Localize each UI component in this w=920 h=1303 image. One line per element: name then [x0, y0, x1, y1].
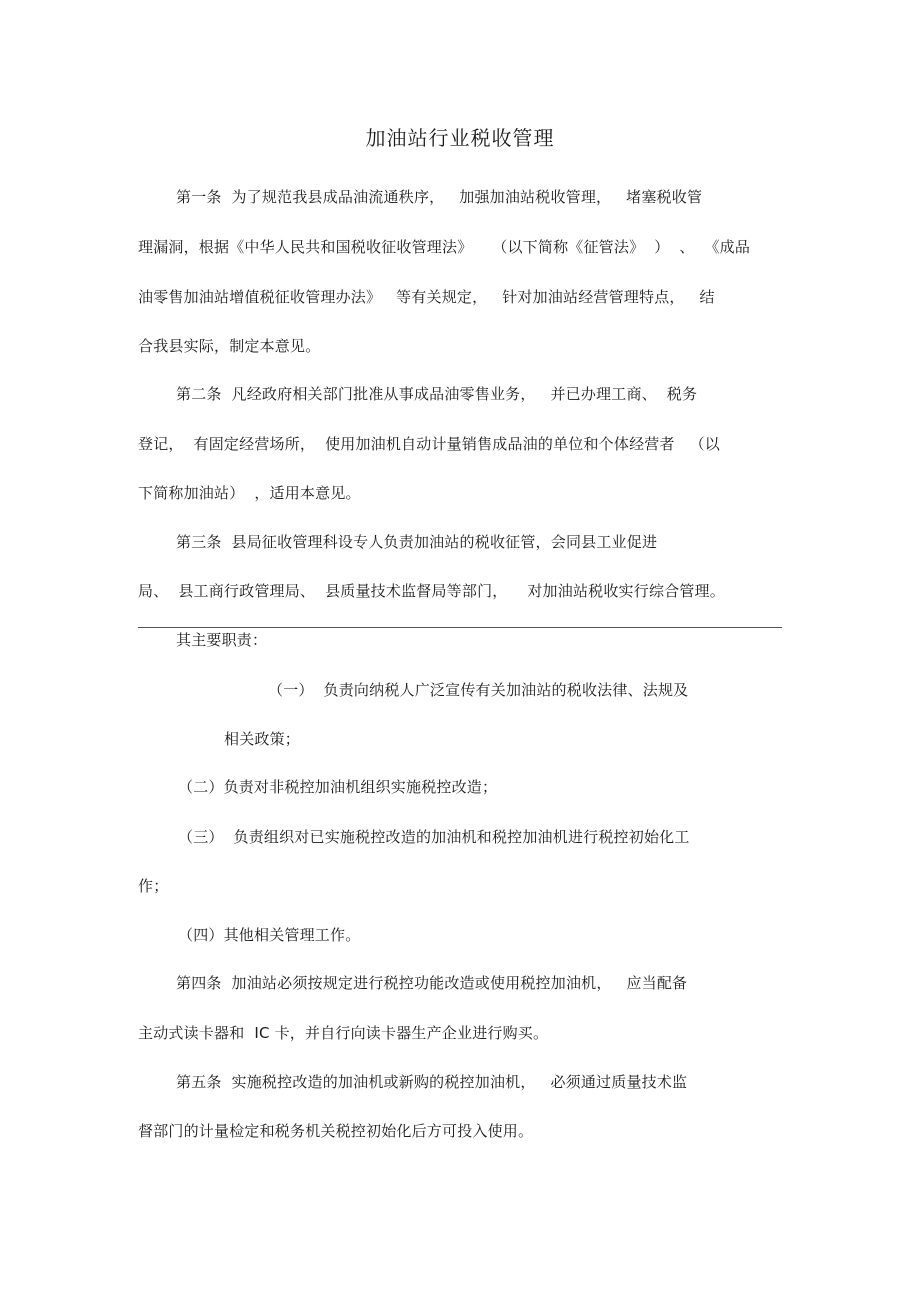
duty-4: （四）其他相关管理工作。: [178, 926, 361, 944]
duty-3-line-2: 作；: [138, 877, 169, 895]
article-1-line-1: 第一条 为了规范我县成品油流通秩序， 加强加油站税收管理， 堵塞税收管: [176, 188, 703, 206]
article-1-line-3: 油零售加油站增值税征收管理办法》 等有关规定， 针对加油站经营管理特点， 结: [138, 288, 715, 306]
article-3-line-2: 局、 县工商行政管理局、 县质量技术监督局等部门， 对加油站税收实行综合管理。: [138, 582, 725, 600]
article-4-line-2: 主动式读卡器和 IC 卡，并自行向读卡器生产企业进行购买。: [138, 1024, 549, 1042]
document-title: 加油站行业税收管理: [365, 126, 555, 150]
duty-1-line-1: （一） 负责向纳税人广泛宣传有关加油站的税收法律、法规及: [268, 681, 689, 699]
article-4-line-1: 第四条 加油站必须按规定进行税控功能改造或使用税控加油机， 应当配备: [176, 974, 688, 992]
duty-2: （二）负责对非税控加油机组织实施税控改造；: [178, 778, 498, 796]
article-5-line-1: 第五条 实施税控改造的加油机或新购的税控加油机， 必须通过质量技术监: [176, 1073, 688, 1091]
page-divider: [138, 627, 782, 628]
article-2-line-3: 下简称加油站） ，适用本意见。: [138, 484, 361, 502]
article-3-line-1: 第三条 县局征收管理科设专人负责加油站的税收征管，会同县工业促进: [176, 533, 658, 551]
duties-heading: 其主要职责：: [176, 631, 268, 649]
article-2-line-2: 登记， 有固定经营场所， 使用加油机自动计量销售成品油的单位和个体经营者 （以: [138, 435, 720, 453]
duty-1-line-2: 相关政策；: [224, 730, 301, 748]
article-5-line-2: 督部门的计量检定和税务机关税控初始化后方可投入使用。: [138, 1122, 534, 1140]
article-2-line-1: 第二条 凡经政府相关部门批准从事成品油零售业务， 并已办理工商、 税务: [176, 385, 698, 403]
article-1-line-2: 理漏洞，根据《中华人民共和国税收征收管理法》 （以下简称《征管法》 ） 、 《成品: [138, 238, 751, 256]
article-1-line-4: 合我县实际，制定本意见。: [138, 337, 321, 355]
duty-3-line-1: （三） 负责组织对已实施税控改造的加油机和税控加油机进行税控初始化工: [178, 828, 690, 846]
